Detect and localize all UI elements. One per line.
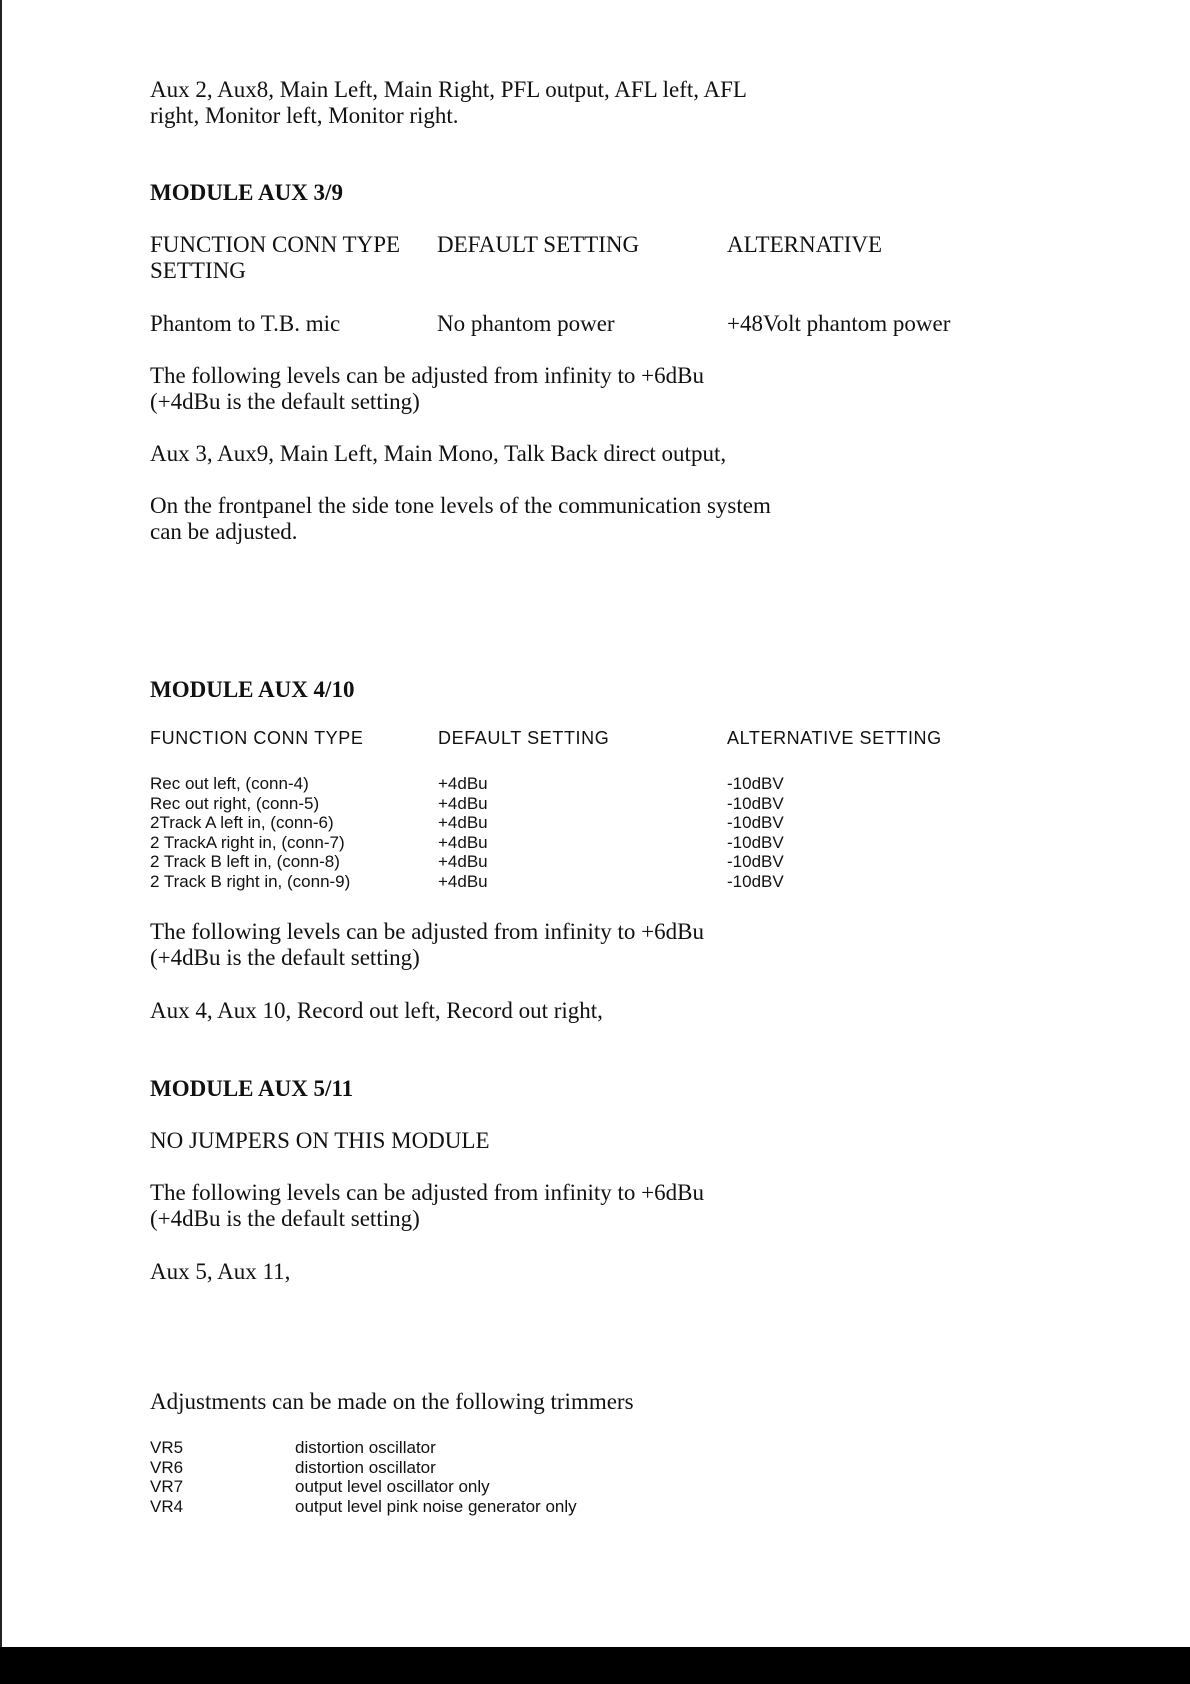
table-cell-function: 2 Track B left in, (conn-8) (150, 852, 340, 871)
table-cell-default: +4dBu (438, 774, 488, 793)
aux39-heading: MODULE AUX 3/9 (150, 180, 343, 205)
table-cell-alternative: -10dBV (727, 793, 784, 813)
intro-line-1: Aux 2, Aux8, Main Left, Main Right, PFL output, AFL left, AFL (150, 77, 747, 102)
aux410-default-column (438, 774, 488, 891)
aux410-levels-line1: The following levels can be adjusted from infinity to +6dBu (150, 919, 704, 944)
aux39-note-line2: can be adjusted. (150, 519, 298, 544)
table-cell-alternative: -10dBV (727, 774, 784, 793)
table-cell-function: 2 TrackA right in, (conn-7) (150, 832, 345, 852)
aux39-header-col1-line1: FUNCTION CONN TYPE (150, 232, 401, 257)
trimmer-id: VR5 (150, 1438, 184, 1457)
table-cell-alternative: -10dBV (727, 871, 784, 891)
table-cell-default: +4dBu (438, 832, 488, 852)
trimmer-id: VR4 (150, 1496, 184, 1516)
table-cell-function: Rec out left, (conn-4) (150, 774, 309, 793)
table-cell-function: 2 Track B right in, (conn-9) (150, 871, 351, 891)
page-left-border (0, 0, 2, 1684)
intro-text (150, 77, 747, 129)
aux39-note-line1: On the frontpanel the side tone levels of the communication system (150, 493, 771, 518)
intro-line-2: right, Monitor left, Monitor right. (150, 103, 459, 128)
aux39-levels-line1: The following levels can be adjusted from infinity to +6dBu (150, 363, 704, 388)
aux511-levels-text (150, 1180, 704, 1232)
trimmers-id-column (150, 1438, 183, 1516)
aux410-levels-text (150, 919, 704, 971)
table-cell-alternative: -10dBV (727, 832, 784, 852)
aux410-header-col3: ALTERNATIVE SETTING (727, 728, 942, 748)
table-cell-alternative: -10dBV (727, 852, 784, 871)
trimmers-intro: Adjustments can be made on the following trimmers (150, 1389, 634, 1414)
table-cell-function: 2Track A left in, (conn-6) (150, 813, 334, 832)
trimmer-id: VR6 (150, 1457, 184, 1477)
aux511-heading: MODULE AUX 5/11 (150, 1076, 354, 1101)
trimmer-description: output level oscillator only (295, 1477, 490, 1496)
table-cell-default: +4dBu (438, 871, 488, 891)
aux39-header-col2: DEFAULT SETTING (437, 232, 640, 257)
trimmer-id: VR7 (150, 1477, 184, 1496)
table-cell-alternative: -10dBV (727, 813, 784, 832)
aux39-header-col3: ALTERNATIVE (727, 232, 883, 257)
table-cell-default: +4dBu (438, 852, 488, 871)
aux39-note (150, 493, 771, 545)
table-cell-function: Rec out right, (conn-5) (150, 793, 320, 813)
aux511-levels-line2: (+4dBu is the default setting) (150, 1206, 420, 1231)
aux410-heading: MODULE AUX 4/10 (150, 677, 355, 702)
trimmers-desc-column (295, 1438, 577, 1516)
aux39-header-col1 (150, 232, 400, 284)
aux39-outputs: Aux 3, Aux9, Main Left, Main Mono, Talk Back direct output, (150, 441, 727, 466)
aux410-header-col2: DEFAULT SETTING (438, 728, 610, 748)
aux39-row-function: Phantom to T.B. mic (150, 311, 341, 336)
aux39-header-col1-line2: SETTING (150, 258, 246, 283)
aux39-levels-line2: (+4dBu is the default setting) (150, 389, 420, 414)
aux39-row-alternative: +48Volt phantom power (727, 311, 951, 336)
trimmer-description: distortion oscillator (295, 1457, 436, 1477)
trimmer-description: output level pink noise generator only (295, 1496, 577, 1516)
aux511-jumpers-note: NO JUMPERS ON THIS MODULE (150, 1128, 490, 1153)
aux410-alternative-column (727, 774, 784, 891)
aux410-header-col1: FUNCTION CONN TYPE (150, 728, 364, 748)
aux39-row-default: No phantom power (437, 311, 615, 336)
trimmer-description: distortion oscillator (295, 1438, 436, 1457)
aux410-outputs: Aux 4, Aux 10, Record out left, Record out right, (150, 998, 603, 1023)
aux39-levels-text (150, 363, 704, 415)
aux410-function-column (150, 774, 350, 891)
scan-bottom-bar (0, 1647, 1190, 1684)
table-cell-default: +4dBu (438, 813, 488, 832)
aux410-levels-line2: (+4dBu is the default setting) (150, 945, 420, 970)
table-cell-default: +4dBu (438, 793, 488, 813)
aux511-levels-line1: The following levels can be adjusted from infinity to +6dBu (150, 1180, 704, 1205)
aux511-outputs: Aux 5, Aux 11, (150, 1259, 291, 1284)
